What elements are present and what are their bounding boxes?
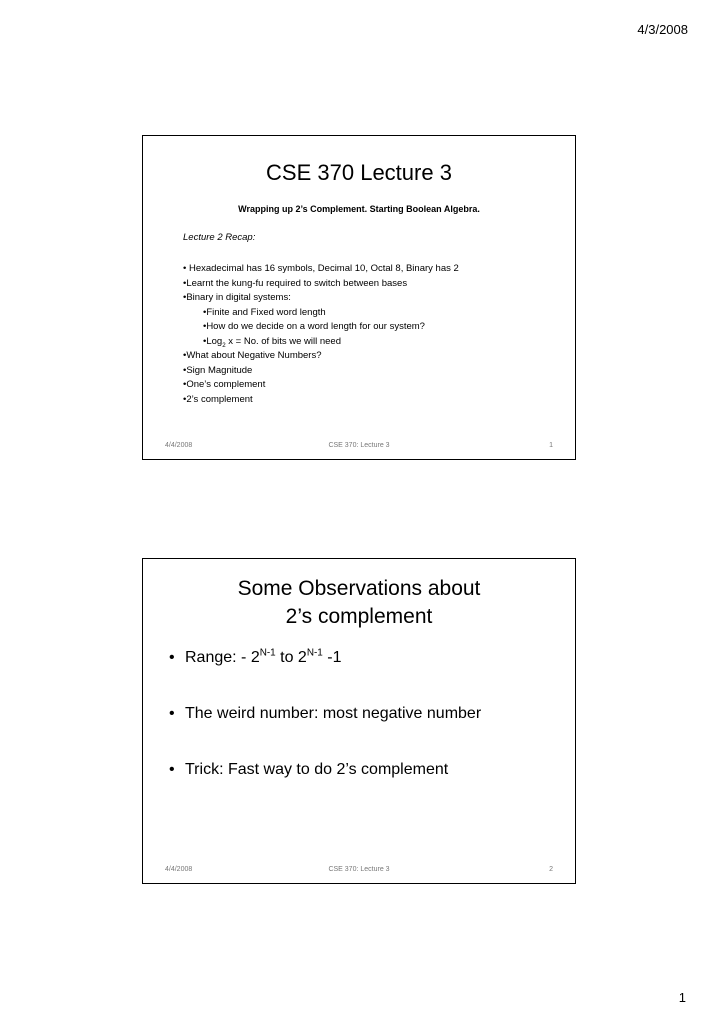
bullet-dot: • bbox=[169, 649, 175, 666]
page-date: 4/3/2008 bbox=[637, 22, 688, 37]
observation-list bbox=[169, 649, 481, 817]
footer-course: CSE 370: Lecture 3 bbox=[328, 866, 390, 873]
list-item: •One’s complement bbox=[183, 379, 266, 390]
footer-slide-number: 2 bbox=[549, 866, 553, 873]
title-line-1: Some Observations about bbox=[237, 577, 481, 600]
list-item: •Sign Magnitude bbox=[183, 364, 253, 376]
list-item: •2’s complement bbox=[183, 393, 253, 405]
list-subitem: •Finite and Fixed word length bbox=[203, 306, 326, 318]
slide-subtitle: Wrapping up 2’s Complement. Starting Boolean Algebra. bbox=[238, 204, 480, 214]
log-text: x = No. of bits we will need bbox=[225, 335, 341, 347]
list-subitem bbox=[183, 335, 459, 350]
bullet-dot: • bbox=[169, 705, 175, 722]
list-item bbox=[169, 705, 481, 761]
footer-slide-number: 1 bbox=[549, 442, 553, 449]
recap-list bbox=[183, 262, 459, 407]
list-item bbox=[169, 649, 481, 705]
slide-title: CSE 370 Lecture 3 bbox=[266, 160, 452, 185]
slide-1 bbox=[142, 135, 576, 460]
slide-title bbox=[143, 575, 575, 631]
list-item: • Hexadecimal has 16 symbols, Decimal 10, Octal 8, Binary has 2 bbox=[183, 263, 459, 274]
list-item bbox=[169, 761, 481, 817]
log-label: •Log bbox=[203, 335, 223, 347]
list-item: •What about Negative Numbers? bbox=[183, 350, 322, 361]
footer-date: 4/4/2008 bbox=[165, 866, 193, 873]
weird-number-text: The weird number: most negative number bbox=[185, 705, 482, 722]
range-text: Range: - $2^{N-1}$ to $2^{N-1}$ -1 bbox=[185, 647, 342, 666]
slide-2 bbox=[142, 558, 576, 884]
slide-footer bbox=[165, 442, 553, 449]
footer-course: CSE 370: Lecture 3 bbox=[328, 442, 390, 449]
slide-footer bbox=[165, 866, 553, 873]
page-number: 1 bbox=[678, 990, 686, 1005]
list-item: •Binary in digital systems: bbox=[183, 292, 291, 303]
list-subitem: •How do we decide on a word length for our system? bbox=[203, 321, 425, 332]
log-base: 2 bbox=[222, 341, 226, 349]
list-item: •Learnt the kung-fu required to switch between bases bbox=[183, 277, 408, 289]
trick-text: Trick: Fast way to do 2’s complement bbox=[185, 761, 449, 778]
title-line-2: 2’s complement bbox=[285, 605, 433, 628]
footer-date: 4/4/2008 bbox=[165, 442, 193, 449]
bullet-dot: • bbox=[169, 761, 175, 778]
recap-label: Lecture 2 Recap: bbox=[183, 232, 256, 243]
